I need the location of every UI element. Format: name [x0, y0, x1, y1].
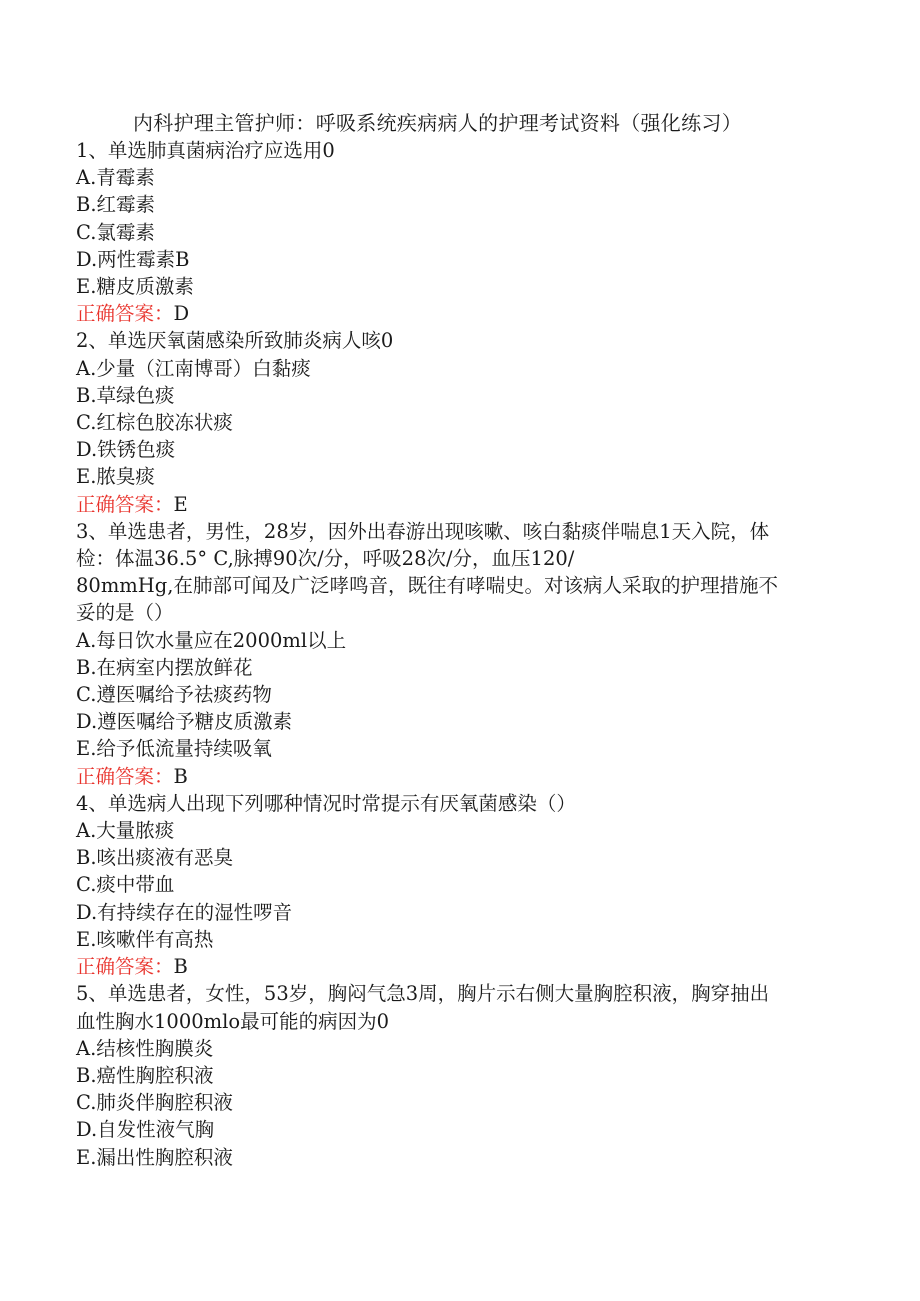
option-b: B.红霉素 — [76, 193, 156, 217]
correct-answer — [76, 763, 846, 790]
option-a: A.每日饮水量应在2000ml以上 — [76, 628, 347, 652]
option-e: E.糖皮质激素 — [76, 275, 194, 299]
option-a: A.青霉素 — [76, 166, 155, 190]
option-c: C.肺炎伴胸腔积液 — [76, 1091, 233, 1115]
question-stem: 检：体温36.5° C,脉搏90次/分，呼吸28次/分，血压120/ — [76, 547, 575, 571]
option-c: C.氯霉素 — [76, 220, 155, 244]
question-stem: 80mmHg,在肺部可闻及广泛哮鸣音，既往有哮喘史。对该病人采取的护理措施不 — [76, 574, 778, 598]
question-stem: 2、单选厌氧菌感染所致肺炎病人咳0 — [76, 329, 394, 353]
question-stem: 血性胸水1000mlo最可能的病因为0 — [76, 1009, 389, 1033]
question-3 — [76, 518, 846, 790]
option-e: E.给予低流量持续吸氧 — [76, 737, 272, 761]
option-e: E.脓臭痰 — [76, 465, 155, 489]
option-d: D.自发性液气胸 — [76, 1118, 215, 1142]
option-c: C.红棕色胶冻状痰 — [76, 411, 233, 435]
option-b: B.癌性胸腔积液 — [76, 1063, 214, 1087]
option-d: D.遵医嘱给予糖皮质激素 — [76, 710, 293, 734]
question-4 — [76, 790, 846, 980]
question-stem: 5、单选患者，女性，53岁，胸闷气急3周，胸片示右侧大量胸腔积液，胸穿抽出 — [76, 982, 770, 1006]
option-a: A.结核性胸膜炎 — [76, 1036, 214, 1060]
option-d: D.有持续存在的湿性啰音 — [76, 900, 293, 924]
question-stem: 4、单选病人出现下列哪种情况时常提示有厌氧菌感染（） — [76, 791, 576, 815]
question-stem: 妥的是（） — [76, 601, 174, 625]
option-d: D.两性霉素B — [76, 247, 190, 271]
question-1 — [76, 137, 846, 327]
question-2 — [76, 327, 846, 517]
answer-label: 正确答案： — [76, 764, 174, 788]
option-b: B.草绿色痰 — [76, 383, 175, 407]
answer-label: 正确答案： — [76, 955, 174, 979]
answer-label: 正确答案： — [76, 492, 174, 516]
option-c: C.痰中带血 — [76, 873, 175, 897]
answer-value: E — [173, 492, 188, 516]
answer-value: B — [173, 955, 188, 979]
option-d: D.铁锈色痰 — [76, 438, 176, 462]
correct-answer — [76, 953, 846, 980]
correct-answer — [76, 300, 846, 327]
document-title: 内科护理主管护师：呼吸系统疾病病人的护理考试资料（强化练习） — [133, 111, 742, 135]
option-b: B.咳出痰液有恶臭 — [76, 846, 234, 870]
option-a: A.大量脓痰 — [76, 819, 175, 843]
correct-answer — [76, 491, 846, 518]
question-stem: 3、单选患者，男性，28岁，因外出春游出现咳嗽、咳白黏痰伴喘息1天入院，体 — [76, 519, 770, 543]
answer-value: D — [173, 302, 190, 326]
option-c: C.遵医嘱给予祛痰药物 — [76, 683, 272, 707]
option-a: A.少量（江南博哥）白黏痰 — [76, 356, 311, 380]
option-b: B.在病室内摆放鲜花 — [76, 655, 253, 679]
question-list — [76, 137, 846, 1171]
question-5 — [76, 980, 846, 1170]
question-stem: 1、单选肺真菌病治疗应选用0 — [76, 139, 335, 162]
option-e: E.咳嗽伴有高热 — [76, 927, 214, 951]
answer-value: B — [173, 764, 188, 788]
answer-label: 正确答案： — [76, 302, 174, 326]
option-e: E.漏出性胸腔积液 — [76, 1145, 233, 1169]
